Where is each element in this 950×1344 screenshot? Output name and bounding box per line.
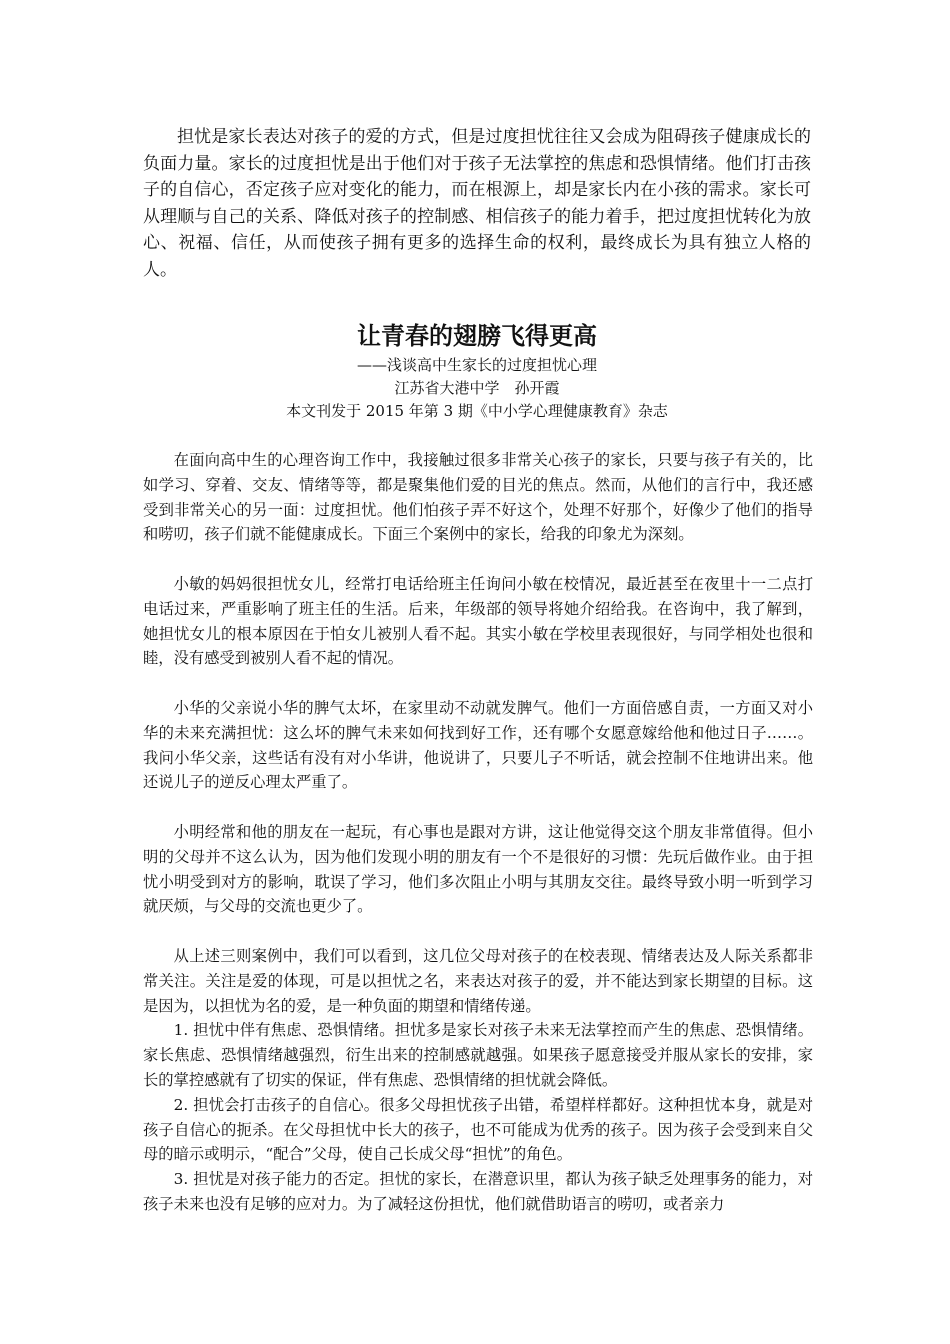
article-source: 本文刊发于 2015 年第 3 期《中小学心理健康教育》杂志 — [286, 402, 668, 420]
body-paragraph: 小华的父亲说小华的脾气太坏，在家里动不动就发脾气。他们一方面倍感自责，一方面又对小华的未来充满担忧：这么坏的脾气未来如何找到好工作，还有哪个女愿意嫁给他和他过日子……。我问小华父亲，这些话有没有对小华讲，他说讲了，只要儿子不听话，就会控制不住地讲出来。他还说儿子的逆反心理太严重了。 — [143, 698, 813, 792]
article-author: 江苏省大港中学 孙开霞 — [394, 379, 560, 397]
body-paragraph: 从上述三则案例中，我们可以看到，这几位父母对孩子的在校表现、情绪表达及人际关系都非常关注。关注是爱的体现，可是以担忧之名，来表达对孩子的爱，并不能达到家长期望的目标。这是因为，以担忧为名的爱，是一种负面的期望和情绪传递。 — [143, 946, 813, 1015]
body-paragraph: 在面向高中生的心理咨询工作中，我接触过很多非常关心孩子的家长，只要与孩子有关的，比如学习、穿着、交友、情绪等等，都是聚集他们爱的目光的焦点。然而，从他们的言行中，我还感受到非常关心的另一面：过度担忧。他们怕孩子弄不好这个，处理不好那个，好像少了他们的指导和唠叨，孩子们就不能健康成长。下面三个案例中的家长，给我的印象尤为深刻。 — [143, 451, 813, 544]
body-paragraph: 2. 担忧会打击孩子的自信心。很多父母担忧孩子出错，希望样样都好。这种担忧本身，就是对孩子自信心的扼杀。在父母担忧中长大的孩子，也不可能成为优秀的孩子。因为孩子会受到来自父母的暗示或明示，“配合”父母，使自己长成父母“担忧”的角色。 — [143, 1095, 813, 1164]
article-title: 让青春的翅膀飞得更高 — [357, 321, 597, 350]
body-paragraph: 小敏的妈妈很担忧女儿，经常打电话给班主任询问小敏在校情况，最近甚至在夜里十一二点打电话过来，严重影响了班主任的生活。后来，年级部的领导将她介绍给我。在咨询中，我了解到，她担忧女儿的根本原因在于怕女儿被别人看不起。其实小敏在学校里表现很好，与同学相处也很和睦，没有感受到被别人看不起的情况。 — [143, 574, 813, 668]
article-body — [143, 448, 813, 1217]
abstract-paragraph: 担忧是家长表达对孩子的爱的方式，但是过度担忧往往又会成为阻碍孩子健康成长的负面力量。家长的过度担忧是出于他们对于孩子无法掌控的焦虑和恐惧情绪。他们打击孩子的自信心，否定孩子应对变化的能力，而在根源上，却是家长内在小孩的需求。家长可从理顺与自己的关系、降低对孩子的控制感、相信孩子的能力着手，把过度担忧转化为放心、祝福、信任，从而使孩子拥有更多的选择生命的权利，最终成长为具有独立人格的人。 — [143, 127, 811, 280]
body-paragraph: 小明经常和他的朋友在一起玩，有心事也是跟对方讲，这让他觉得交这个朋友非常值得。但小明的父母并不这么认为，因为他们发现小明的朋友有一个不是很好的习惯：先玩后做作业。由于担忧小明受到对方的影响，耽误了学习，他们多次阻止小明与其朋友交往。最终导致小明一听到学习就厌烦，与父母的交流也更少了。 — [143, 822, 813, 916]
article-subtitle: ——浅谈高中生家长的过度担忧心理 — [356, 356, 597, 374]
body-paragraph: 1. 担忧中伴有焦虑、恐惧情绪。担忧多是家长对孩子未来无法掌控而产生的焦虑、恐惧情绪。家长焦虑、恐惧情绪越强烈，衍生出来的控制感就越强。如果孩子愿意接受并服从家长的安排，家长的掌控感就有了切实的保证，伴有焦虑、恐惧情绪的担忧就会降低。 — [143, 1021, 813, 1089]
article-header — [143, 318, 811, 423]
body-paragraph: 3. 担忧是对孩子能力的否定。担忧的家长，在潜意识里，都认为孩子缺乏处理事务的能力，对孩子未来也没有足够的应对力。为了减轻这份担忧，他们就借助语言的唠叨，或者亲力 — [143, 1170, 813, 1213]
